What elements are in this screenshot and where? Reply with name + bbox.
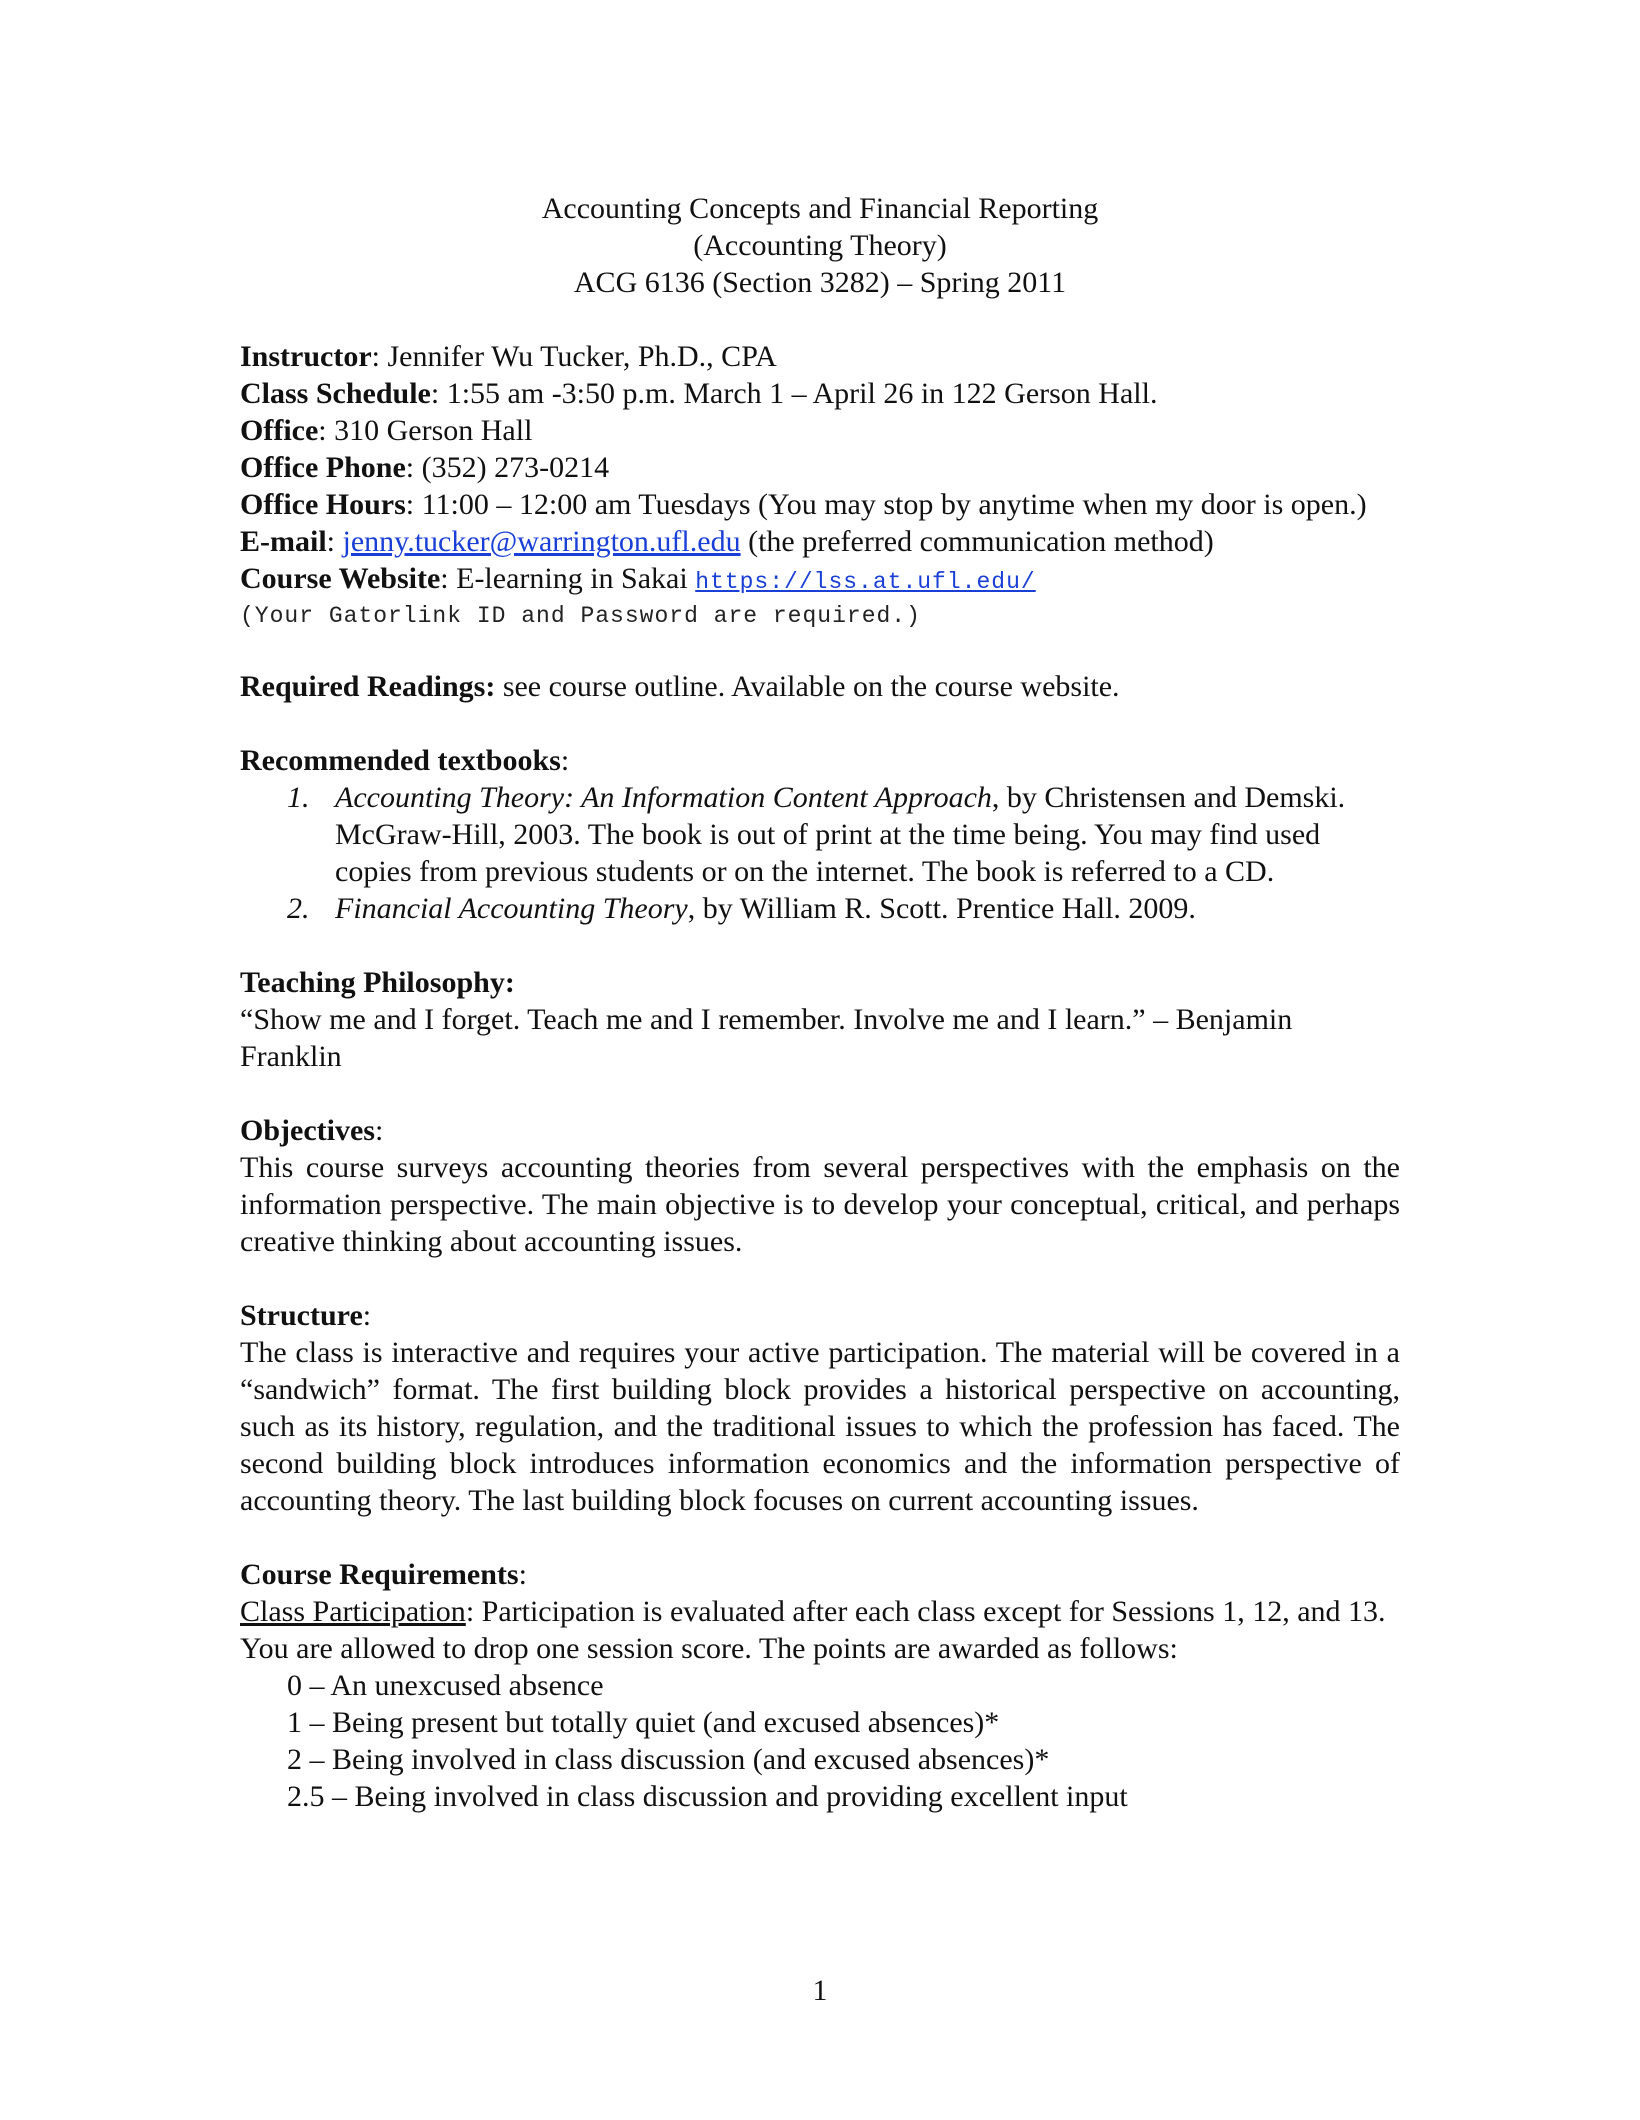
phone-label: Office Phone bbox=[240, 451, 406, 484]
office-line bbox=[240, 412, 1400, 449]
recommended-textbooks bbox=[240, 742, 1400, 927]
philosophy-quote: “Show me and I forget. Teach me and I remember. Involve me and I learn.” – Benjamin Franklin bbox=[240, 1003, 1293, 1073]
book-title: Financial Accounting Theory bbox=[335, 892, 688, 925]
structure-heading bbox=[240, 1297, 1400, 1334]
teaching-philosophy bbox=[240, 964, 1400, 1075]
instructor-line bbox=[240, 338, 1400, 375]
syllabus-page bbox=[240, 190, 1400, 1815]
phone-value: : (352) 273-0214 bbox=[405, 451, 610, 484]
objectives-heading bbox=[240, 1112, 1400, 1149]
course-info bbox=[240, 338, 1400, 631]
participation-scale bbox=[240, 1667, 1400, 1815]
philosophy-heading: Teaching Philosophy: bbox=[240, 966, 515, 999]
textbooks-heading-label: Recommended textbooks bbox=[240, 744, 561, 777]
list-item: 2.5 – Being involved in class discussion and providing excellent input bbox=[287, 1780, 1128, 1813]
requirements-heading-label: Course Requirements bbox=[240, 1558, 519, 1591]
required-readings bbox=[240, 668, 1400, 705]
list-item: 2 – Being involved in class discussion (and excused absences)* bbox=[287, 1743, 1050, 1776]
page-number: 1 bbox=[812, 1974, 828, 2007]
objectives-heading-colon: : bbox=[374, 1114, 384, 1147]
course-code-term: ACG 6136 (Section 3282) – Spring 2011 bbox=[573, 266, 1067, 299]
schedule-label: Class Schedule bbox=[240, 377, 431, 410]
readings-line bbox=[240, 668, 1400, 705]
schedule-line bbox=[240, 375, 1400, 412]
textbook-list bbox=[240, 779, 1400, 927]
course-subtitle: (Accounting Theory) bbox=[693, 229, 947, 262]
office-label: Office bbox=[240, 414, 319, 447]
book-details: , by William R. Scott. Prentice Hall. 2009. bbox=[687, 892, 1196, 925]
textbooks-heading bbox=[240, 742, 1400, 779]
website-label: Course Website bbox=[240, 562, 441, 595]
participation-label: Class Participation bbox=[240, 1595, 466, 1628]
structure-text: The class is interactive and requires your active participation. The material will be covered in a “sandwich” format. The first building block provides a historical perspective on accounting, such as its history, regulation, and the traditional issues to which the profession has faced. The second building block introduces information economics and the information perspective of accounting theory. The last building block focuses on current accounting issues. bbox=[240, 1336, 1400, 1517]
website-line bbox=[240, 560, 1400, 601]
website-value: : E-learning in Sakai bbox=[440, 562, 696, 595]
course-requirements bbox=[240, 1556, 1400, 1815]
readings-text: see course outline. Available on the course website. bbox=[495, 670, 1120, 703]
list-item bbox=[240, 890, 1400, 927]
structure bbox=[240, 1297, 1400, 1519]
objectives bbox=[240, 1112, 1400, 1260]
instructor-label: Instructor bbox=[240, 340, 372, 373]
office-value: : 310 Gerson Hall bbox=[318, 414, 533, 447]
participation-text: : Participation is evaluated after each class except for Sessions 1, 12, and 13. You are allowed to drop one session score. The points are awarded as follows: bbox=[240, 1595, 1386, 1665]
email-note: (the preferred communication method) bbox=[740, 525, 1214, 558]
phone-line bbox=[240, 449, 1400, 486]
office-hours-line bbox=[240, 486, 1400, 523]
email-link[interactable]: jenny.tucker@warrington.ufl.edu bbox=[342, 525, 741, 558]
book-title: Accounting Theory: An Information Content Approach bbox=[335, 781, 992, 814]
structure-heading-label: Structure bbox=[240, 1299, 363, 1332]
instructor-value: : Jennifer Wu Tucker, Ph.D., CPA bbox=[371, 340, 777, 373]
schedule-value: : 1:55 am -3:50 p.m. March 1 – April 26 in 122 Gerson Hall. bbox=[430, 377, 1158, 410]
email-line bbox=[240, 523, 1400, 560]
list-item bbox=[240, 779, 1400, 890]
book-details: , by Christensen and Demski. McGraw-Hill, 2003. The book is out of print at the time being. You may find used copies from previous students or on the internet. The book is referred to a CD. bbox=[335, 781, 1346, 888]
email-separator: : bbox=[326, 525, 343, 558]
list-item: 1 – Being present but totally quiet (and excused absences)* bbox=[287, 1706, 1000, 1739]
course-title-block bbox=[240, 190, 1400, 301]
requirements-heading-colon: : bbox=[518, 1558, 527, 1591]
readings-label: Required Readings: bbox=[240, 670, 496, 703]
website-note: (Your Gatorlink ID and Password are required.) bbox=[240, 603, 921, 629]
office-hours-value: : 11:00 – 12:00 am Tuesdays (You may stop by anytime when my door is open.) bbox=[405, 488, 1367, 521]
list-number: 2. bbox=[287, 892, 310, 925]
structure-heading-colon: : bbox=[362, 1299, 372, 1332]
list-item: 0 – An unexcused absence bbox=[287, 1669, 604, 1702]
objectives-text: This course surveys accounting theories from several perspectives with the emphasis on the information perspective. The main objective is to develop your conceptual, critical, and perhaps creative thinking about accounting issues. bbox=[240, 1151, 1400, 1258]
objectives-heading-label: Objectives bbox=[240, 1114, 375, 1147]
website-link[interactable]: https://lss.at.ufl.edu/ bbox=[695, 569, 1036, 595]
requirements-heading bbox=[240, 1556, 1400, 1593]
course-title: Accounting Concepts and Financial Reporting bbox=[541, 192, 1099, 225]
list-number: 1. bbox=[287, 781, 310, 814]
email-label: E-mail bbox=[240, 525, 327, 558]
textbooks-heading-colon: : bbox=[560, 744, 570, 777]
office-hours-label: Office Hours bbox=[240, 488, 406, 521]
participation-paragraph bbox=[240, 1593, 1400, 1667]
